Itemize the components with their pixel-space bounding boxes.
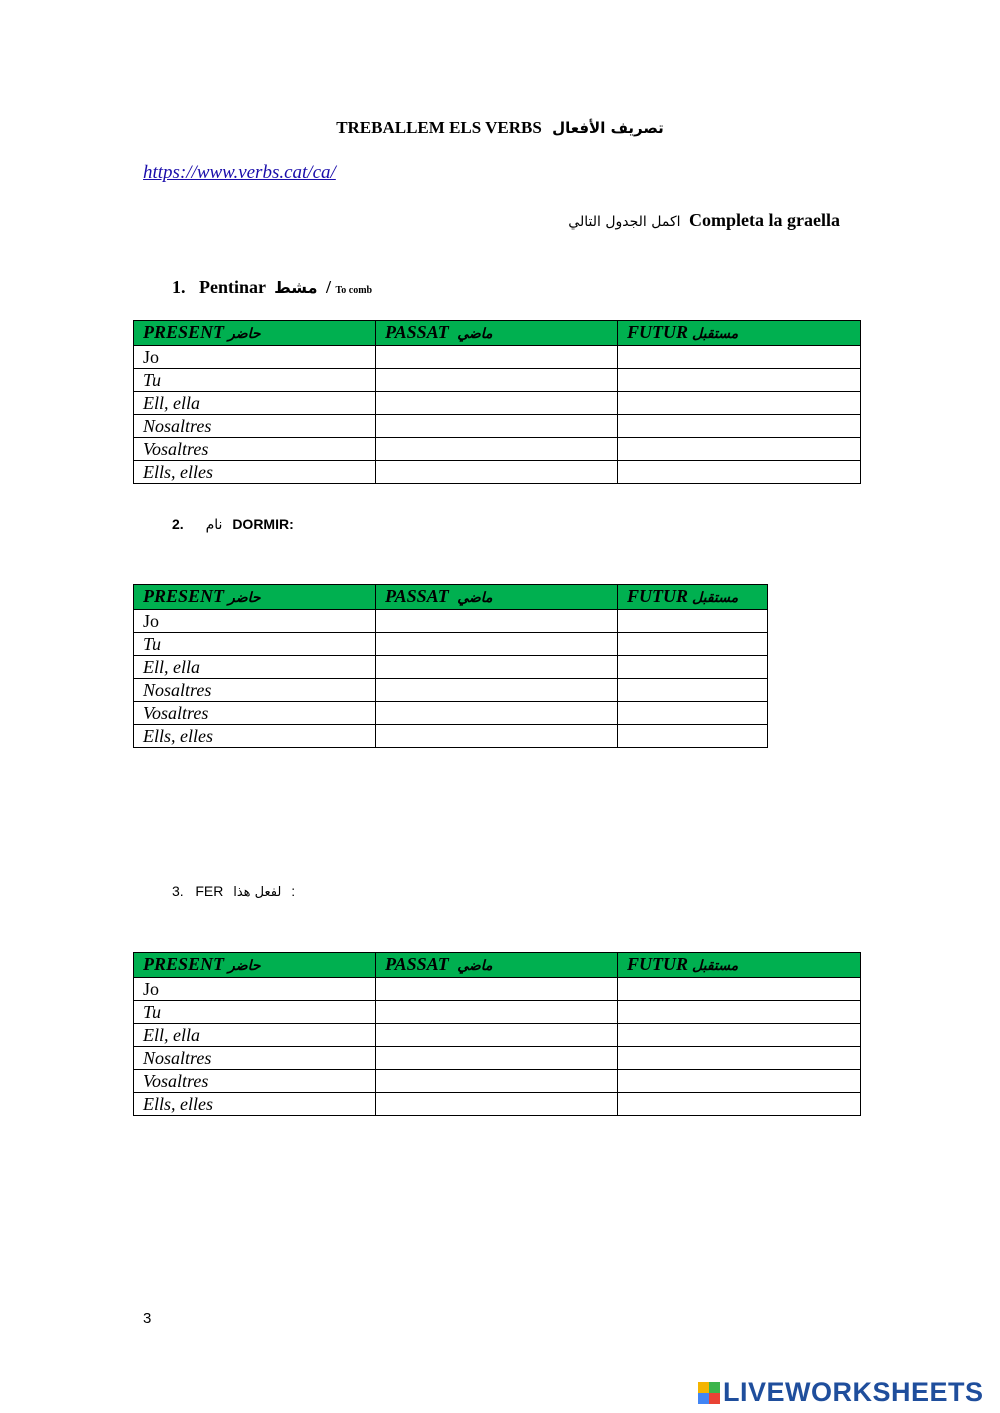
answer-cell[interactable] xyxy=(376,438,618,461)
title-arabic: تصريف الأفعال xyxy=(552,119,664,137)
instruction-arabic: اكمل الجدول التالي xyxy=(568,214,681,230)
pronoun-cell: Vosaltres xyxy=(134,1070,376,1093)
page-number: 3 xyxy=(143,1310,152,1327)
section-verb: Pentinar xyxy=(199,277,266,297)
answer-cell[interactable] xyxy=(618,1024,861,1047)
pronoun-cell: Ells, elles xyxy=(134,1093,376,1116)
section-1-heading xyxy=(172,277,372,298)
pronoun-cell: Nosaltres xyxy=(134,679,376,702)
verbs-link[interactable]: https://www.verbs.cat/ca/ xyxy=(143,162,336,183)
answer-cell[interactable] xyxy=(618,415,861,438)
table-row xyxy=(134,702,768,725)
table-row xyxy=(134,1093,861,1116)
answer-cell[interactable] xyxy=(618,702,768,725)
worksheet-title xyxy=(0,118,1000,138)
header-present: PRESENT حاضر xyxy=(134,585,376,610)
pronoun-cell: Tu xyxy=(134,369,376,392)
section-number: 3. xyxy=(172,883,184,899)
section-number: 1. xyxy=(172,277,186,297)
section-verb: DORMIR: xyxy=(232,516,294,532)
answer-cell[interactable] xyxy=(376,610,618,633)
answer-cell[interactable] xyxy=(376,725,618,748)
answer-cell[interactable] xyxy=(618,725,768,748)
section-verb: FER xyxy=(195,883,224,899)
header-present: PRESENT حاضر xyxy=(134,321,376,346)
table-row xyxy=(134,725,768,748)
section-3-heading xyxy=(172,883,295,900)
answer-cell[interactable] xyxy=(376,392,618,415)
table-row xyxy=(134,438,861,461)
answer-cell[interactable] xyxy=(376,461,618,484)
section-arabic: مشط xyxy=(274,278,318,297)
answer-cell[interactable] xyxy=(376,415,618,438)
table-row xyxy=(134,1047,861,1070)
answer-cell[interactable] xyxy=(618,369,861,392)
title-latin: TREBALLEM ELS VERBS xyxy=(336,118,542,137)
pronoun-cell: Jo xyxy=(134,346,376,369)
answer-cell[interactable] xyxy=(376,1093,618,1116)
answer-cell[interactable] xyxy=(376,346,618,369)
pronoun-cell: Tu xyxy=(134,1001,376,1024)
table-row xyxy=(134,1070,861,1093)
answer-cell[interactable] xyxy=(376,1070,618,1093)
table-row xyxy=(134,461,861,484)
answer-cell[interactable] xyxy=(376,1001,618,1024)
table-row xyxy=(134,633,768,656)
answer-cell[interactable] xyxy=(618,656,768,679)
answer-cell[interactable] xyxy=(618,978,861,1001)
table-header xyxy=(134,321,861,346)
header-passat: PASSAT ماضي xyxy=(376,953,618,978)
instruction xyxy=(568,210,840,231)
section-number: 2. xyxy=(172,516,184,532)
conjugation-table-2 xyxy=(133,584,768,748)
table-row xyxy=(134,1001,861,1024)
table-row xyxy=(134,1024,861,1047)
answer-cell[interactable] xyxy=(618,1047,861,1070)
answer-cell[interactable] xyxy=(618,1001,861,1024)
header-futur: FUTUR مستقبل xyxy=(618,321,861,346)
table-row xyxy=(134,369,861,392)
table-row xyxy=(134,679,768,702)
table-row xyxy=(134,346,861,369)
answer-cell[interactable] xyxy=(618,1070,861,1093)
pronoun-cell: Ells, elles xyxy=(134,725,376,748)
answer-cell[interactable] xyxy=(376,702,618,725)
header-futur: FUTUR مستقبل xyxy=(618,585,768,610)
pronoun-cell: Vosaltres xyxy=(134,438,376,461)
answer-cell[interactable] xyxy=(376,978,618,1001)
pronoun-cell: Ell, ella xyxy=(134,1024,376,1047)
table-row xyxy=(134,392,861,415)
header-present: PRESENT حاضر xyxy=(134,953,376,978)
conjugation-table-3 xyxy=(133,952,861,1116)
answer-cell[interactable] xyxy=(376,1024,618,1047)
conjugation-table-1 xyxy=(133,320,861,484)
pronoun-cell: Jo xyxy=(134,978,376,1001)
answer-cell[interactable] xyxy=(618,633,768,656)
section-arabic: نام xyxy=(205,517,223,533)
section-2-heading xyxy=(172,516,294,533)
instruction-latin: Completa la graella xyxy=(689,210,840,230)
section-separator: / xyxy=(326,277,332,297)
section-suffix: : xyxy=(291,883,296,899)
answer-cell[interactable] xyxy=(376,679,618,702)
brand-logo[interactable] xyxy=(698,1377,984,1408)
logo-icon xyxy=(698,1382,720,1404)
pronoun-cell: Vosaltres xyxy=(134,702,376,725)
table-header xyxy=(134,585,768,610)
table-row xyxy=(134,656,768,679)
pronoun-cell: Nosaltres xyxy=(134,1047,376,1070)
answer-cell[interactable] xyxy=(376,369,618,392)
section-english: To comb xyxy=(335,285,373,296)
table-row xyxy=(134,415,861,438)
answer-cell[interactable] xyxy=(376,1047,618,1070)
answer-cell[interactable] xyxy=(618,461,861,484)
section-arabic: لفعل هذا xyxy=(233,885,282,900)
pronoun-cell: Ells, elles xyxy=(134,461,376,484)
answer-cell[interactable] xyxy=(618,610,768,633)
answer-cell[interactable] xyxy=(618,392,861,415)
table-row xyxy=(134,610,768,633)
answer-cell[interactable] xyxy=(618,1093,861,1116)
answer-cell[interactable] xyxy=(376,656,618,679)
brand-name: LIVEWORKSHEETS xyxy=(723,1377,984,1407)
header-futur: FUTUR مستقبل xyxy=(618,953,861,978)
answer-cell[interactable] xyxy=(618,438,861,461)
header-passat: PASSAT ماضي xyxy=(376,321,618,346)
table-row xyxy=(134,978,861,1001)
answer-cell[interactable] xyxy=(618,346,861,369)
answer-cell[interactable] xyxy=(376,633,618,656)
pronoun-cell: Ell, ella xyxy=(134,656,376,679)
pronoun-cell: Nosaltres xyxy=(134,415,376,438)
answer-cell[interactable] xyxy=(618,679,768,702)
pronoun-cell: Ell, ella xyxy=(134,392,376,415)
pronoun-cell: Jo xyxy=(134,610,376,633)
pronoun-cell: Tu xyxy=(134,633,376,656)
table-header xyxy=(134,953,861,978)
header-passat: PASSAT ماضي xyxy=(376,585,618,610)
